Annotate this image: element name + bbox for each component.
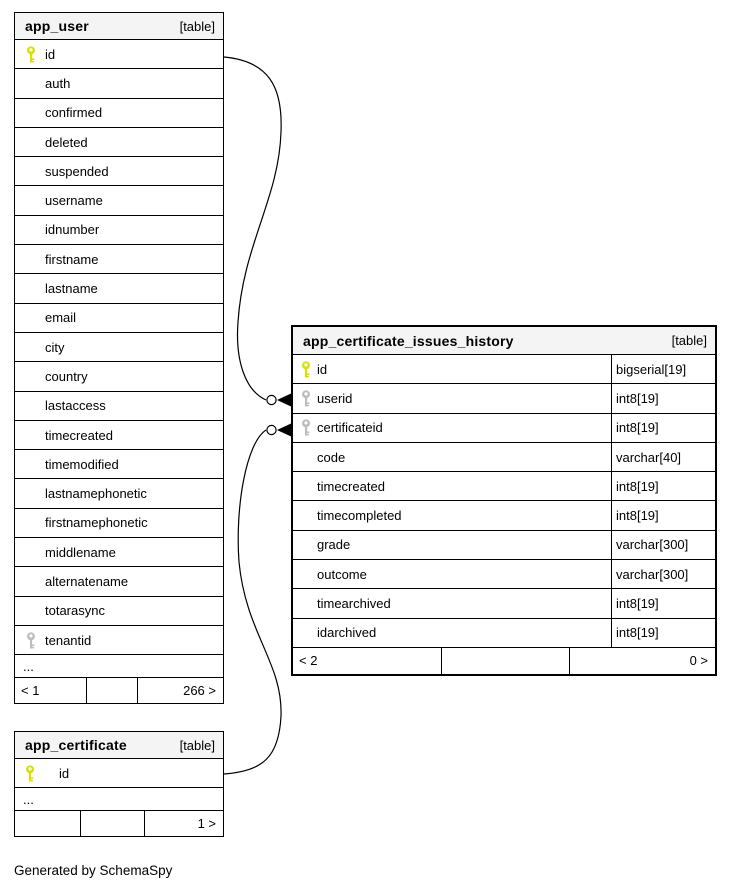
foreign-key-icon (301, 390, 311, 407)
column-row (15, 362, 223, 391)
footer-children-count: 1 > (197, 816, 216, 832)
column-row (293, 355, 715, 384)
column-name: timecreated (45, 427, 113, 443)
column-row (15, 538, 223, 567)
primary-key-icon (25, 765, 35, 782)
column-name: grade (317, 537, 351, 553)
column-row (293, 531, 715, 560)
column-type: int8[19] (611, 472, 715, 500)
table-type-badge: [table] (179, 18, 215, 34)
column-type: varchar[300] (611, 531, 715, 559)
column-row (15, 597, 223, 626)
column-name: outcome (317, 566, 367, 582)
column-name: middlename (45, 544, 116, 560)
column-row (15, 509, 223, 538)
footer-children-count: 266 > (183, 683, 216, 699)
foreign-key-icon (301, 419, 311, 436)
column-row (293, 443, 715, 472)
column-name: lastnamephonetic (45, 486, 147, 502)
table-header (15, 732, 223, 759)
column-row (15, 157, 223, 186)
column-name: firstname (45, 251, 99, 267)
column-type: int8[19] (611, 414, 715, 442)
column-row (15, 216, 223, 245)
fk-line-app_user-id-to-userid (224, 57, 281, 400)
foreign-key-icon (26, 632, 36, 649)
column-name: certificateid (317, 420, 383, 436)
column-row (15, 333, 223, 362)
column-row (293, 501, 715, 530)
column-name: suspended (45, 163, 109, 179)
column-row (15, 421, 223, 450)
table-header (15, 13, 223, 40)
column-row (293, 472, 715, 501)
column-name: tenantid (45, 632, 92, 648)
table-type-badge: [table] (179, 737, 215, 753)
footer-middle-cell (81, 811, 145, 836)
column-row (293, 560, 715, 589)
column-name: totarasync (45, 603, 105, 619)
column-row (15, 626, 223, 655)
more-columns-indicator: ... (15, 788, 223, 811)
zero-circle-userid-icon (267, 395, 276, 404)
crowfoot-certificateid-icon (277, 424, 291, 437)
table-app_certificate_issues_history (291, 325, 717, 676)
column-row (15, 304, 223, 333)
column-row (293, 589, 715, 618)
column-name: userid (317, 390, 353, 406)
column-row (15, 69, 223, 98)
column-type: varchar[40] (611, 443, 715, 471)
primary-key-icon (26, 46, 36, 63)
column-name: id (45, 46, 56, 62)
column-row (293, 619, 715, 648)
more-columns-indicator: ... (15, 655, 223, 678)
footer-parents-count: < 1 (15, 678, 87, 703)
footer-middle-cell (87, 678, 138, 703)
column-name: lastaccess (45, 398, 106, 414)
column-row (15, 245, 223, 274)
column-row (15, 186, 223, 215)
column-name: alternatename (45, 573, 129, 589)
column-type: int8[19] (611, 589, 715, 617)
table-footer (293, 648, 715, 674)
column-name: firstnamephonetic (45, 515, 148, 531)
table-header (293, 327, 715, 355)
column-type: int8[19] (611, 619, 715, 647)
column-row (293, 414, 715, 443)
column-name: timecreated (317, 478, 385, 494)
column-type: varchar[300] (611, 560, 715, 588)
table-footer (15, 678, 223, 703)
generator-note: Generated by SchemaSpy (14, 863, 173, 878)
column-name: code (317, 449, 346, 465)
column-row (15, 567, 223, 596)
table-title[interactable]: app_user (25, 18, 89, 34)
footer-middle-cell (442, 648, 570, 674)
column-type: int8[19] (611, 501, 715, 529)
column-row (293, 384, 715, 413)
column-name: city (45, 339, 65, 355)
column-row (15, 40, 223, 69)
column-name: idnumber (45, 222, 100, 238)
column-row (15, 274, 223, 303)
primary-key-icon (301, 361, 311, 378)
footer-parents-count: < 2 (293, 648, 442, 674)
column-row (15, 128, 223, 157)
column-type: int8[19] (611, 384, 715, 412)
column-name: timecompleted (317, 508, 402, 524)
table-type-badge: [table] (671, 333, 707, 348)
footer-parents-count (15, 811, 81, 836)
column-name: deleted (45, 134, 88, 150)
table-title[interactable]: app_certificate_issues_history (303, 332, 514, 349)
column-row (15, 392, 223, 421)
fk-line-app_certificate-id-to-certificateid (224, 430, 281, 774)
column-name: country (45, 368, 88, 384)
column-row (15, 759, 223, 788)
column-name: email (45, 310, 77, 326)
column-row (15, 99, 223, 128)
column-name: idarchived (317, 625, 377, 641)
column-name: auth (45, 75, 71, 91)
column-row (15, 479, 223, 508)
column-type: bigserial[19] (611, 355, 715, 383)
crowfoot-userid-icon (277, 394, 291, 407)
column-name: id (317, 361, 328, 377)
column-name: timemodified (45, 456, 119, 472)
column-name: timearchived (317, 596, 391, 612)
footer-children-count: 0 > (689, 653, 708, 669)
table-app_user (14, 12, 224, 704)
table-title[interactable]: app_certificate (25, 737, 127, 753)
column-row (15, 450, 223, 479)
zero-circle-certificateid-icon (267, 425, 276, 434)
column-name: id (59, 765, 70, 781)
table-app_certificate (14, 731, 224, 837)
column-name: username (45, 193, 103, 209)
column-name: confirmed (45, 105, 103, 121)
column-name: lastname (45, 281, 98, 297)
table-footer (15, 811, 223, 836)
